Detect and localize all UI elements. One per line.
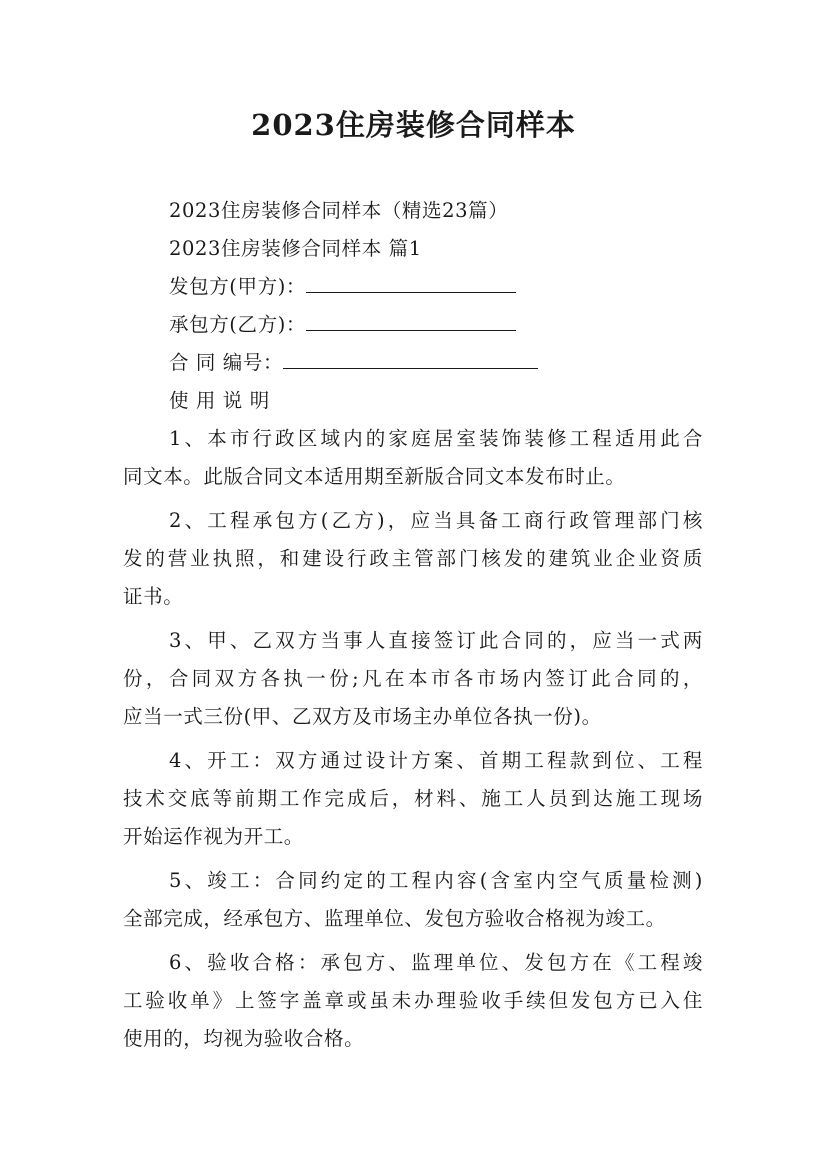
- paragraph-line: 同文本。此版合同文本适用期至新版合同文本发布时止。: [123, 465, 626, 488]
- party-a-label: 发包方(甲方)：: [169, 275, 307, 298]
- paragraph-line: 发的营业执照，和建设行政主管部门核发的建筑业企业资质: [123, 547, 703, 570]
- party-a-blank: [306, 270, 516, 293]
- party-a-row: [123, 268, 703, 306]
- contract-no-label: 合 同 编号：: [169, 351, 284, 374]
- paragraph-6: [123, 944, 703, 1058]
- document-title: 2023住房装修合同样本: [251, 108, 576, 142]
- paragraph-line: 技术交底等前期工作完成后，材料、施工人员到达施工现场: [123, 787, 703, 810]
- article-heading: 2023住房装修合同样本 篇1: [169, 237, 422, 260]
- paragraph-line: 2、工程承包方(乙方)，应当具备工商行政管理部门核: [169, 509, 703, 532]
- paragraph-line: 证书。: [123, 585, 184, 608]
- paragraph-line: 工验收单》上签字盖章或虽未办理验收手续但发包方已入住: [123, 989, 703, 1012]
- paragraph-line: 1、本市行政区域内的家庭居室装饰装修工程适用此合: [169, 427, 703, 450]
- document-body: [123, 192, 703, 1058]
- paragraph-line: 5、竣工：合同约定的工程内容(含室内空气质量检测): [169, 869, 703, 892]
- party-b-blank: [306, 308, 516, 331]
- contract-no-blank: [283, 346, 538, 369]
- paragraph-4: [123, 742, 703, 856]
- paragraph-line: 6、验收合格：承包方、监理单位、发包方在《工程竣: [169, 951, 703, 974]
- usage-heading: 使 用 说 明: [169, 389, 270, 412]
- paragraph-line: 3、甲、乙双方当事人直接签订此合同的，应当一式两: [169, 629, 703, 652]
- contract-no-row: [123, 344, 703, 382]
- paragraph-line: 应当一式三份(甲、乙双方及市场主办单位各执一份)。: [123, 705, 602, 728]
- document-subtitle: 2023住房装修合同样本（精选23篇）: [169, 199, 509, 222]
- paragraph-1: [123, 420, 703, 496]
- paragraph-line: 使用的，均视为验收合格。: [123, 1027, 365, 1050]
- party-b-label: 承包方(乙方)：: [169, 313, 307, 336]
- paragraph-3: [123, 622, 703, 736]
- paragraph-2: [123, 502, 703, 616]
- paragraph-line: 份，合同双方各执一份;凡在本市各市场内签订此合同的，: [123, 667, 703, 690]
- paragraph-line: 全部完成，经承包方、监理单位、发包方验收合格视为竣工。: [123, 907, 666, 930]
- paragraph-5: [123, 862, 703, 938]
- paragraph-line: 4、开工：双方通过设计方案、首期工程款到位、工程: [169, 749, 703, 772]
- party-b-row: [123, 306, 703, 344]
- paragraph-line: 开始运作视为开工。: [123, 825, 304, 848]
